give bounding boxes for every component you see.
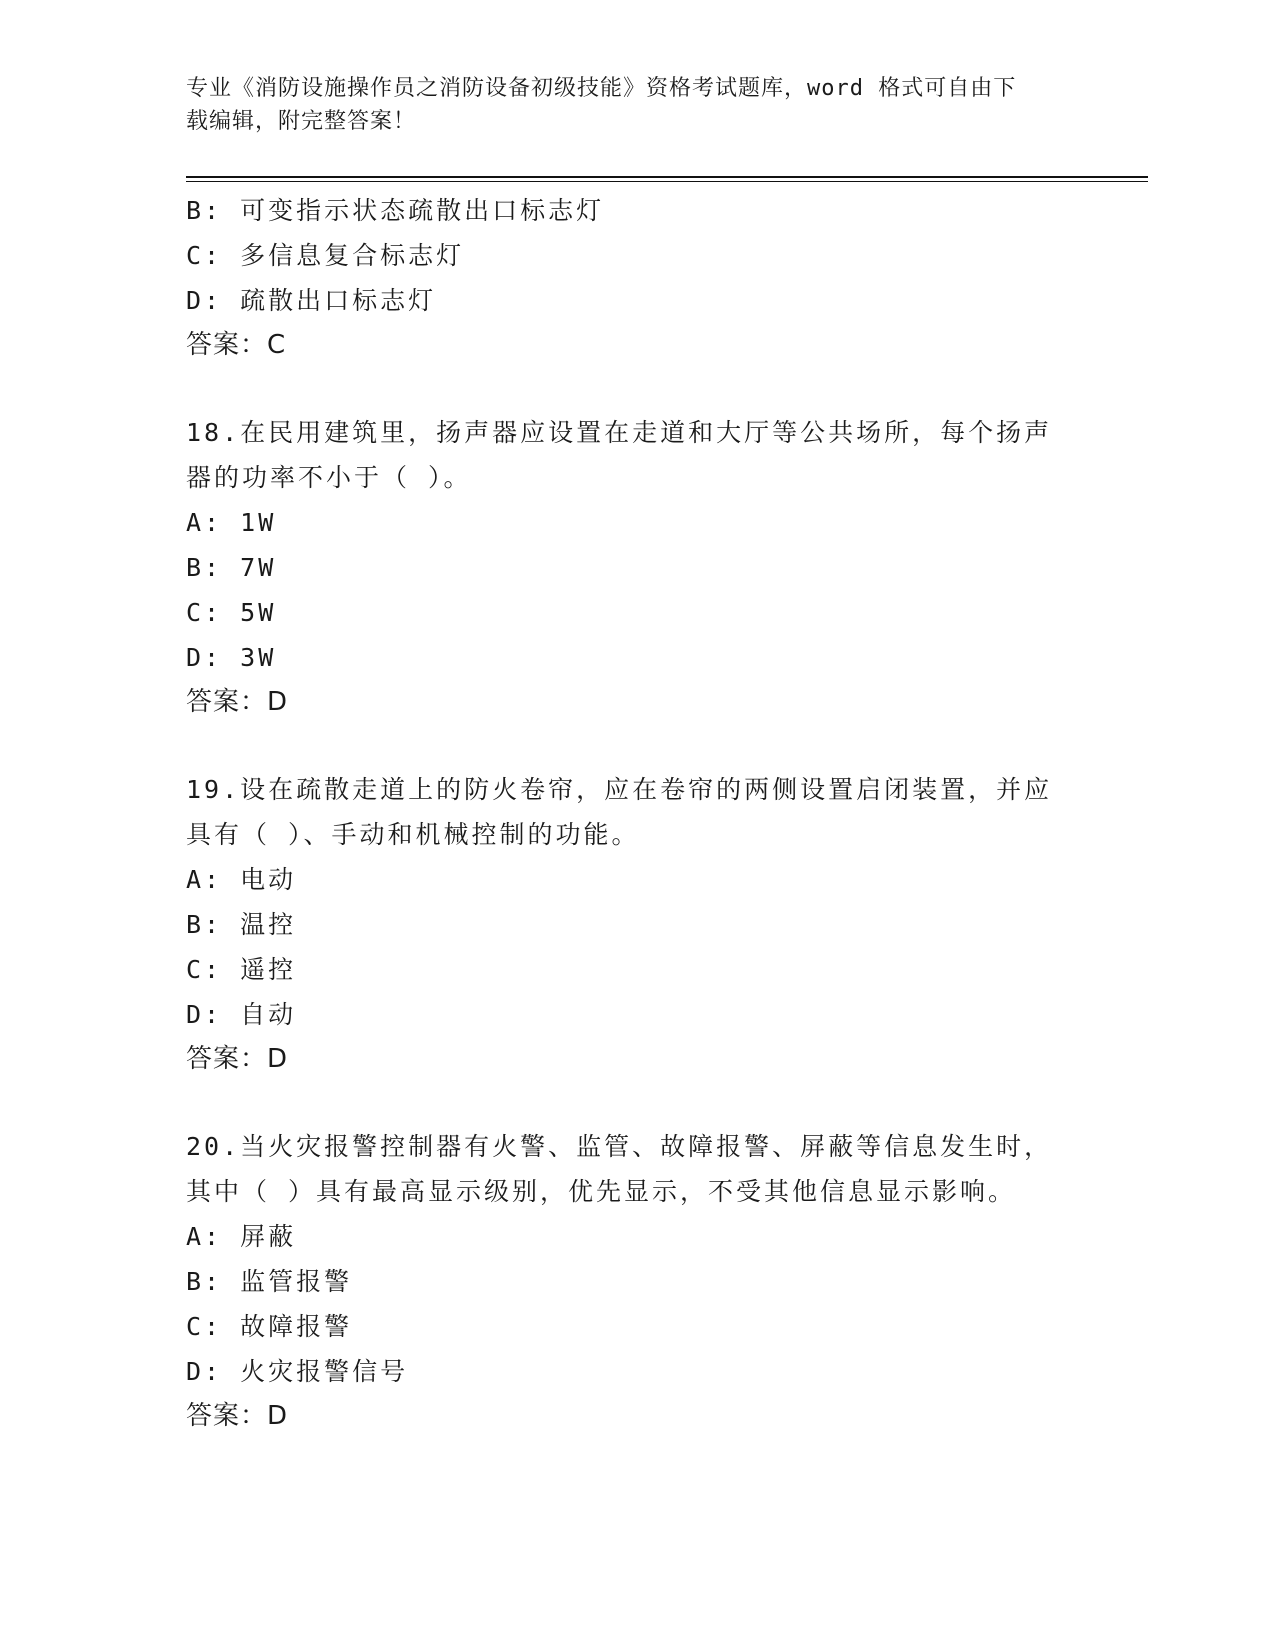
option-b: B: 温控: [186, 910, 297, 939]
option-b: B: 7W: [186, 553, 277, 582]
option-b: B: 监管报警: [186, 1267, 353, 1296]
header-line-2: 载编辑，附完整答案！: [186, 109, 417, 134]
question-text-line-2: 具有（ ）、手动和机械控制的功能。: [186, 820, 640, 849]
question-18: [186, 410, 1086, 725]
option-d: D: 疏散出口标志灯: [186, 286, 437, 315]
question-19: [186, 767, 1086, 1082]
question-text-line-1: 18.在民用建筑里，扬声器应设置在走道和大厅等公共场所，每个扬声: [186, 418, 1053, 447]
question-text-line-1: 20.当火灾报警控制器有火警、监管、故障报警、屏蔽等信息发生时，: [186, 1132, 1053, 1161]
question-text-line-2: 器的功率不小于（ ）。: [186, 463, 472, 492]
question-text-line-2: 其中（ ）具有最高显示级别，优先显示，不受其他信息显示影响。: [186, 1177, 1017, 1206]
answer-line: 答案：D: [186, 687, 289, 717]
option-d: D: 3W: [186, 643, 277, 672]
question-17-tail: [186, 188, 1086, 368]
question-20: [186, 1124, 1086, 1439]
page-header: [186, 72, 1066, 138]
option-a: A: 电动: [186, 865, 297, 894]
answer-line: 答案：D: [186, 1044, 289, 1074]
option-d: D: 火灾报警信号: [186, 1357, 409, 1386]
question-text-line-1: 19.设在疏散走道上的防火卷帘，应在卷帘的两侧设置启闭装置，并应: [186, 775, 1053, 804]
answer-line: 答案：C: [186, 330, 287, 360]
option-a: A: 1W: [186, 508, 277, 537]
header-line-1: 专业《消防设施操作员之消防设备初级技能》资格考试题库，word 格式可自由下: [186, 76, 1017, 101]
option-b: B: 可变指示状态疏散出口标志灯: [186, 196, 605, 225]
option-c: C: 遥控: [186, 955, 297, 984]
option-a: A: 屏蔽: [186, 1222, 297, 1251]
header-divider-thin: [186, 181, 1148, 182]
option-c: C: 多信息复合标志灯: [186, 241, 465, 270]
question-list: [186, 188, 1086, 1439]
option-c: C: 5W: [186, 598, 277, 627]
option-d: D: 自动: [186, 1000, 297, 1029]
header-divider-thick: [186, 176, 1148, 178]
answer-line: 答案：D: [186, 1401, 289, 1431]
option-c: C: 故障报警: [186, 1312, 353, 1341]
